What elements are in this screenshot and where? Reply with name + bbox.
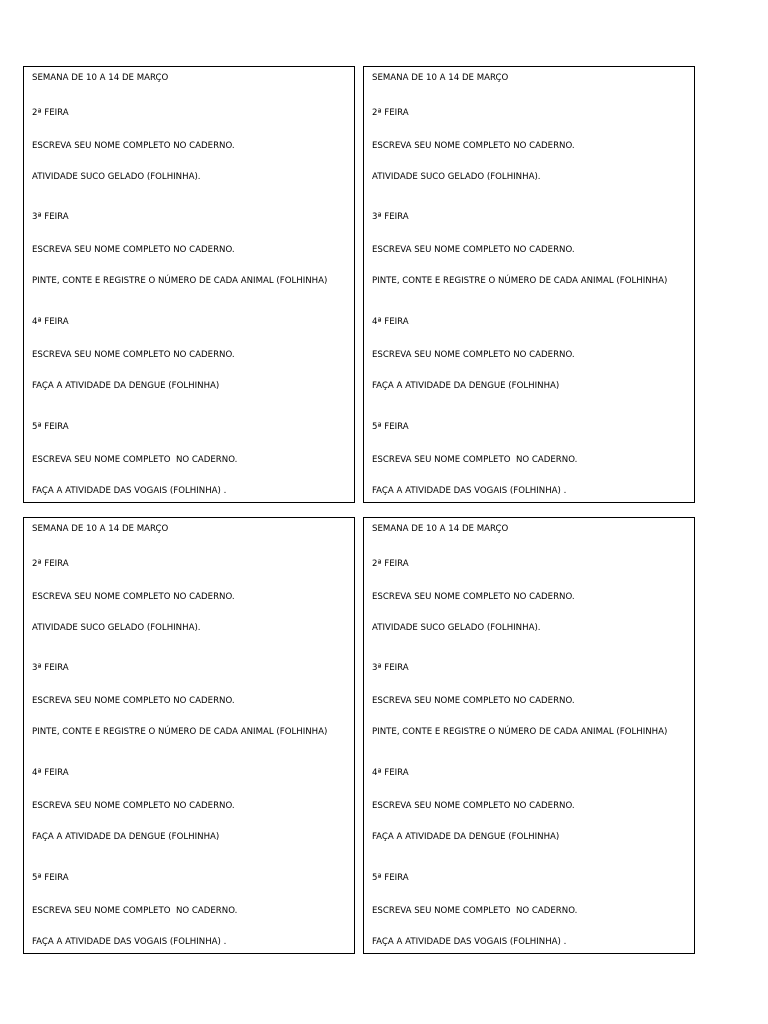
day-line: ESCREVA SEU NOME COMPLETO NO CADERNO. — [372, 454, 578, 465]
day-label: 5ª FEIRA — [32, 872, 69, 883]
day-line: FAÇA A ATIVIDADE DA DENGUE (FOLHINHA) — [372, 380, 560, 391]
day-line: ESCREVA SEU NOME COMPLETO NO CADERNO. — [32, 591, 235, 602]
day-label: 2ª FEIRA — [32, 107, 69, 118]
day-label: 2ª FEIRA — [32, 558, 69, 569]
day-line: ATIVIDADE SUCO GELADO (FOLHINHA). — [372, 171, 541, 182]
day-line: ATIVIDADE SUCO GELADO (FOLHINHA). — [32, 622, 201, 633]
day-monday — [32, 538, 346, 654]
day-thursday — [372, 852, 686, 954]
day-wednesday — [372, 296, 686, 412]
day-label: 4ª FEIRA — [372, 316, 409, 327]
card-title: SEMANA DE 10 A 14 DE MARÇO — [32, 73, 169, 83]
day-line: FAÇA A ATIVIDADE DAS VOGAIS (FOLHINHA) . — [372, 936, 567, 947]
day-line: FAÇA A ATIVIDADE DA DENGUE (FOLHINHA) — [372, 831, 560, 842]
day-line: ESCREVA SEU NOME COMPLETO NO CADERNO. — [372, 140, 575, 151]
day-label: 4ª FEIRA — [372, 767, 409, 778]
day-line: ESCREVA SEU NOME COMPLETO NO CADERNO. — [372, 905, 578, 916]
day-line: FAÇA A ATIVIDADE DAS VOGAIS (FOLHINHA) . — [372, 485, 567, 496]
day-label: 2ª FEIRA — [372, 107, 409, 118]
day-line: ESCREVA SEU NOME COMPLETO NO CADERNO. — [372, 244, 575, 255]
day-label: 3ª FEIRA — [372, 211, 409, 222]
day-line: PINTE, CONTE E REGISTRE O NÚMERO DE CADA ANIMAL (FOLHINHA) — [372, 275, 668, 286]
day-wednesday — [32, 296, 346, 412]
schedule-card — [23, 517, 355, 954]
day-line: ESCREVA SEU NOME COMPLETO NO CADERNO. — [32, 905, 238, 916]
day-label: 3ª FEIRA — [32, 211, 69, 222]
day-label: 5ª FEIRA — [32, 421, 69, 432]
day-line: FAÇA A ATIVIDADE DA DENGUE (FOLHINHA) — [32, 831, 220, 842]
card-title: SEMANA DE 10 A 14 DE MARÇO — [372, 73, 509, 83]
schedule-card — [363, 517, 695, 954]
day-line: ATIVIDADE SUCO GELADO (FOLHINHA). — [32, 171, 201, 182]
day-line: ESCREVA SEU NOME COMPLETO NO CADERNO. — [32, 454, 238, 465]
day-label: 5ª FEIRA — [372, 872, 409, 883]
day-line: ESCREVA SEU NOME COMPLETO NO CADERNO. — [32, 140, 235, 151]
day-line: FAÇA A ATIVIDADE DAS VOGAIS (FOLHINHA) . — [32, 936, 227, 947]
day-line: PINTE, CONTE E REGISTRE O NÚMERO DE CADA ANIMAL (FOLHINHA) — [372, 726, 668, 737]
day-line: PINTE, CONTE E REGISTRE O NÚMERO DE CADA ANIMAL (FOLHINHA) — [32, 275, 328, 286]
day-label: 2ª FEIRA — [372, 558, 409, 569]
day-monday — [32, 87, 346, 203]
day-monday — [372, 87, 686, 203]
day-line: ESCREVA SEU NOME COMPLETO NO CADERNO. — [32, 800, 235, 811]
day-label: 3ª FEIRA — [32, 662, 69, 673]
day-tuesday — [372, 642, 686, 758]
day-line: ESCREVA SEU NOME COMPLETO NO CADERNO. — [372, 349, 575, 360]
day-line: FAÇA A ATIVIDADE DAS VOGAIS (FOLHINHA) . — [32, 485, 227, 496]
day-thursday — [32, 852, 346, 954]
day-line: ATIVIDADE SUCO GELADO (FOLHINHA). — [372, 622, 541, 633]
day-label: 5ª FEIRA — [372, 421, 409, 432]
day-label: 3ª FEIRA — [372, 662, 409, 673]
day-label: 4ª FEIRA — [32, 316, 69, 327]
day-line: ESCREVA SEU NOME COMPLETO NO CADERNO. — [372, 695, 575, 706]
day-line: PINTE, CONTE E REGISTRE O NÚMERO DE CADA ANIMAL (FOLHINHA) — [32, 726, 328, 737]
day-thursday — [372, 401, 686, 503]
card-title: SEMANA DE 10 A 14 DE MARÇO — [372, 524, 509, 534]
day-thursday — [32, 401, 346, 503]
day-line: ESCREVA SEU NOME COMPLETO NO CADERNO. — [372, 591, 575, 602]
card-title: SEMANA DE 10 A 14 DE MARÇO — [32, 524, 169, 534]
schedule-card — [363, 66, 695, 503]
day-monday — [372, 538, 686, 654]
day-line: ESCREVA SEU NOME COMPLETO NO CADERNO. — [32, 244, 235, 255]
day-line: ESCREVA SEU NOME COMPLETO NO CADERNO. — [372, 800, 575, 811]
day-wednesday — [32, 747, 346, 863]
day-wednesday — [372, 747, 686, 863]
day-tuesday — [32, 191, 346, 307]
day-label: 4ª FEIRA — [32, 767, 69, 778]
day-line: FAÇA A ATIVIDADE DA DENGUE (FOLHINHA) — [32, 380, 220, 391]
day-tuesday — [32, 642, 346, 758]
day-line: ESCREVA SEU NOME COMPLETO NO CADERNO. — [32, 695, 235, 706]
day-line: ESCREVA SEU NOME COMPLETO NO CADERNO. — [32, 349, 235, 360]
schedule-card — [23, 66, 355, 503]
day-tuesday — [372, 191, 686, 307]
